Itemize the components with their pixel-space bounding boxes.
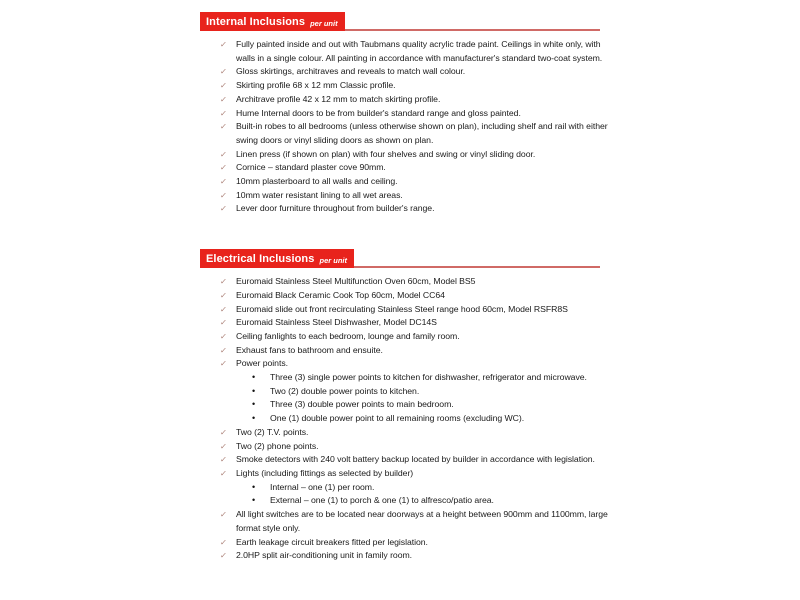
checklist-item-row [200, 357, 616, 371]
check-icon: ✓ [219, 455, 228, 465]
sub-item [200, 481, 616, 495]
sub-item [200, 371, 616, 385]
section-header [200, 12, 616, 31]
check-icon: ✓ [219, 551, 228, 561]
checklist-item [200, 508, 616, 535]
section-title: Electrical Inclusions [206, 252, 315, 265]
checklist-item-row [200, 202, 616, 216]
checklist-item-row [200, 303, 616, 317]
item-text: Power points. [236, 358, 288, 369]
item-text: Smoke detectors with 240 volt battery backup located by builder in accordance with legislation. [236, 454, 595, 465]
inclusions-document [200, 12, 616, 563]
item-text: Exhaust fans to bathroom and ensuite. [236, 344, 383, 355]
section-title-box [200, 249, 354, 268]
checklist-item-row [200, 120, 616, 147]
item-text: Hume Internal doors to be from builder's standard range and gloss painted. [236, 107, 521, 118]
check-icon: ✓ [219, 67, 228, 77]
sub-item-text: External – one (1) to porch & one (1) to alfresco/patio area. [270, 495, 494, 506]
sub-item-text: Three (3) double power points to main bedroom. [270, 399, 454, 410]
check-icon: ✓ [219, 149, 228, 159]
item-text: Linen press (if shown on plan) with four shelves and swing or vinyl sliding door. [236, 148, 536, 159]
sub-item [200, 494, 616, 508]
sub-item-text: Three (3) single power points to kitchen for dishwasher, refrigerator and microwave. [270, 372, 587, 383]
check-icon: ✓ [219, 441, 228, 451]
item-text: 10mm plasterboard to all walls and ceiling. [236, 176, 398, 187]
item-text: Earth leakage circuit breakers fitted per legislation. [236, 536, 428, 547]
checklist-item [200, 549, 616, 563]
checklist-item [200, 344, 616, 358]
check-icon: ✓ [219, 468, 228, 478]
check-icon: ✓ [219, 359, 228, 369]
check-icon: ✓ [219, 122, 228, 132]
item-text: Built-in robes to all bedrooms (unless otherwise shown on plan), including shelf and rail with either swing doors or vinyl sliding doors as shown on plan. [236, 121, 608, 145]
checklist-item-row [200, 275, 616, 289]
checklist-item-row [200, 189, 616, 203]
item-text: Two (2) phone points. [236, 440, 319, 451]
checklist-item [200, 189, 616, 203]
check-icon: ✓ [219, 81, 228, 91]
checklist-item-row [200, 549, 616, 563]
item-text: Euromaid Stainless Steel Multifunction Oven 60cm, Model BS5 [236, 276, 476, 287]
checklist-item-row [200, 330, 616, 344]
checklist-item-row [200, 93, 616, 107]
sub-item [200, 398, 616, 412]
checklist-item-row [200, 440, 616, 454]
check-icon: ✓ [219, 277, 228, 287]
section [200, 249, 616, 563]
item-text: 2.0HP split air-conditioning unit in family room. [236, 550, 413, 561]
checklist-item [200, 202, 616, 216]
checklist-item-row [200, 316, 616, 330]
check-icon: ✓ [219, 94, 228, 104]
checklist-item-row [200, 161, 616, 175]
checklist-item-row [200, 175, 616, 189]
sub-item-text: Two (2) double power points to kitchen. [270, 385, 420, 396]
check-icon: ✓ [219, 427, 228, 437]
item-text: Two (2) T.V. points. [236, 426, 309, 437]
checklist-item-row [200, 467, 616, 481]
bullet-icon: • [252, 481, 256, 492]
checklist-item-row [200, 426, 616, 440]
check-icon: ✓ [219, 318, 228, 328]
check-icon: ✓ [219, 304, 228, 314]
bullet-icon: • [252, 399, 256, 410]
checklist-item [200, 536, 616, 550]
checklist-item [200, 440, 616, 454]
checklist-item [200, 65, 616, 79]
sub-item [200, 412, 616, 426]
checklist-item [200, 357, 616, 426]
bullet-icon: • [252, 372, 256, 383]
item-text: Ceiling fanlights to each bedroom, lounge and family room. [236, 330, 460, 341]
checklist-item-row [200, 148, 616, 162]
item-text: Lights (including fittings as selected by builder) [236, 467, 414, 478]
checklist-item [200, 316, 616, 330]
item-text: Cornice – standard plaster cove 90mm. [236, 162, 386, 173]
checklist-item-row [200, 38, 616, 65]
checklist-item-row [200, 107, 616, 121]
item-text: Euromaid slide out front recirculating Stainless Steel range hood 60cm, Model RSFR8S [236, 303, 568, 314]
checklist-item [200, 303, 616, 317]
item-text: Skirting profile 68 x 12 mm Classic profile. [236, 80, 396, 91]
check-icon: ✓ [219, 510, 228, 520]
checklist-item-row [200, 536, 616, 550]
checklist-item [200, 161, 616, 175]
sub-item-text: One (1) double power point to all remaining rooms (excluding WC). [270, 413, 525, 424]
checklist-item-row [200, 65, 616, 79]
bullet-icon: • [252, 413, 256, 424]
section-header [200, 249, 616, 268]
item-text: Architrave profile 42 x 12 mm to match skirting profile. [236, 93, 441, 104]
section-subtitle: per unit [310, 18, 338, 28]
checklist-item [200, 107, 616, 121]
checklist-item-row [200, 289, 616, 303]
section [200, 12, 616, 216]
checklist-item-row [200, 453, 616, 467]
checklist-item [200, 93, 616, 107]
bullet-icon: • [252, 385, 256, 396]
checklist-item [200, 453, 616, 467]
bullet-icon: • [252, 495, 256, 506]
checklist-item [200, 38, 616, 65]
checklist [200, 275, 616, 563]
item-text: Fully painted inside and out with Taubmans quality acrylic trade paint. Ceilings in white only, with walls in a single colour. All painting in accordance with manufacturer's standard two-coat system. [236, 39, 603, 63]
checklist-item [200, 148, 616, 162]
check-icon: ✓ [219, 204, 228, 214]
item-text: All light switches are to be located near doorways at a height between 900mm and 1100mm, large format style only. [236, 509, 608, 533]
check-icon: ✓ [219, 40, 228, 49]
checklist-item [200, 330, 616, 344]
checklist-item [200, 120, 616, 147]
check-icon: ✓ [219, 331, 228, 341]
section-title: Internal Inclusions [206, 15, 306, 28]
checklist-item [200, 175, 616, 189]
checklist-item-row [200, 79, 616, 93]
check-icon: ✓ [219, 108, 228, 118]
item-text: Gloss skirtings, architraves and reveals to match wall colour. [236, 66, 466, 77]
item-text: Euromaid Black Ceramic Cook Top 60cm, Model CC64 [236, 289, 445, 300]
checklist [200, 38, 616, 216]
checklist-item [200, 79, 616, 93]
checklist-item-row [200, 508, 616, 535]
checklist-item [200, 426, 616, 440]
check-icon: ✓ [219, 163, 228, 173]
item-text: 10mm water resistant lining to all wet areas. [236, 189, 403, 200]
checklist-item [200, 289, 616, 303]
check-icon: ✓ [219, 190, 228, 200]
sub-item-text: Internal – one (1) per room. [270, 481, 375, 492]
checklist-item-row [200, 344, 616, 358]
item-text: Euromaid Stainless Steel Dishwasher, Model DC14S [236, 317, 437, 328]
checklist-item [200, 467, 616, 508]
check-icon: ✓ [219, 537, 228, 547]
check-icon: ✓ [219, 345, 228, 355]
check-icon: ✓ [219, 290, 228, 300]
check-icon: ✓ [219, 177, 228, 187]
item-text: Lever door furniture throughout from builder's range. [236, 203, 435, 214]
checklist-item [200, 275, 616, 289]
section-subtitle: per unit [319, 255, 347, 265]
section-title-box [200, 12, 345, 31]
sub-item [200, 385, 616, 399]
